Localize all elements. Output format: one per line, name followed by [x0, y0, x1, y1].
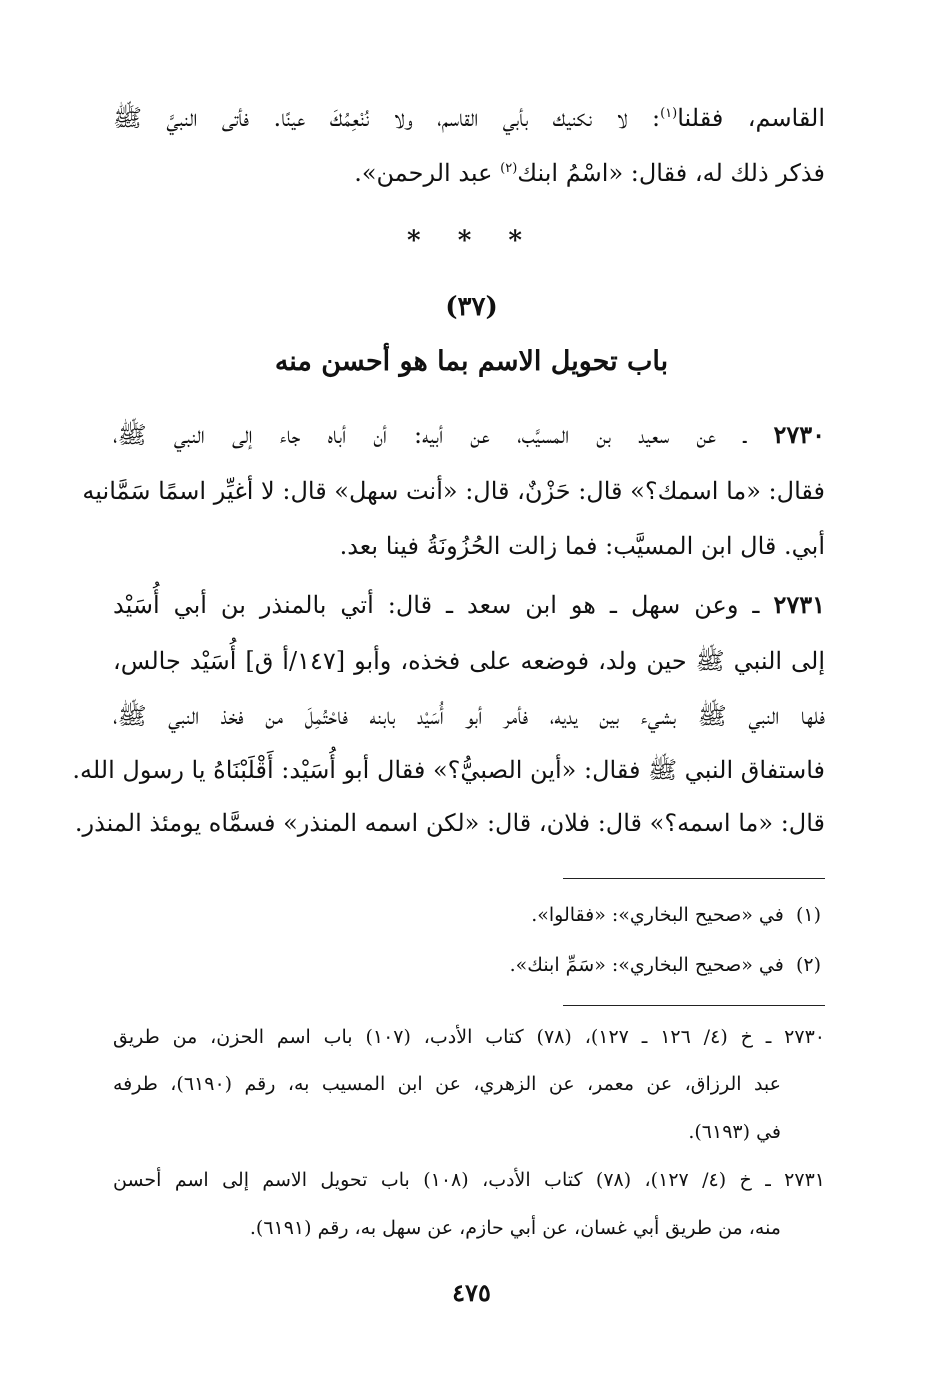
page-number: ٤٧٥ — [452, 1278, 491, 1307]
hadith-2730-line — [113, 420, 825, 450]
paragraph-line — [113, 158, 825, 188]
takhrij-divider — [563, 1005, 825, 1006]
section-separator: * * * — [407, 226, 536, 256]
takhrij-2730-line: في (٦١٩٣). — [688, 1121, 781, 1143]
hadith-2730-line: فقال: «ما اسمك؟» قال: حَزْنٌ، قال: «أنت سهل» قال: لا أغيِّر اسمًا سَمَّانيه — [82, 477, 825, 505]
footnote-2 — [109, 952, 821, 978]
footnote-ref-2[interactable]: (٢) — [500, 161, 518, 176]
chapter-number: (٣٧) — [445, 292, 498, 322]
footnote-text: في «صحيح البخاري»: «فقالوا». — [531, 904, 784, 926]
hadith-2731-line: قال: «ما اسمه؟» قال: فلان، قال: «لكن اسمه المنذر» فسمَّاه يومئذ المنذر. — [74, 809, 825, 837]
takhrij-2731-line: منه، من طريق أبي غسان، عن أبي حازم، عن سهل به، رقم (٦١٩١). — [249, 1217, 781, 1239]
takhrij-2730-line: ٢٧٣٠ ـ خ (٤/ ١٢٦ ـ ١٢٧)، (٧٨) كتاب الأدب، (١٠٧) باب اسم الحزن، من طريق — [113, 1026, 825, 1048]
footnote-1 — [109, 902, 821, 928]
takhrij-2731-line: ٢٧٣١ ـ خ (٤/ ١٢٧)، (٧٨) كتاب الأدب، (١٠٨) باب تحويل الاسم إلى اسم أحسن — [113, 1169, 825, 1191]
text-segment: القاسم، فقلنا — [677, 104, 825, 132]
footnote-ref-1[interactable]: (١) — [660, 106, 678, 121]
hadith-2731-line: فلها النبي ﷺ بشيء بين يديه، فأمر أبو أُسَيْد بابنه فاحْتُمِلَ من فخذ النبي ﷺ، — [113, 702, 825, 730]
text-segment: : لا نكنيك بأبي القاسم، ولا نُنْعِمُكَ عينًا. فأتى النبيَّ ﷺ — [113, 104, 661, 132]
hadith-2731-line: فاستفاق النبي ﷺ فقال: «أين الصبيُّ؟» فقال أبو أُسَيْد: أَقْلَبْنَاهُ يا رسول الله. — [72, 756, 825, 784]
hadith-number: ٢٧٣١ — [773, 590, 825, 619]
hadith-number: ٢٧٣٠ — [773, 420, 825, 449]
hadith-2731-line — [113, 590, 825, 620]
footnote-divider — [563, 878, 825, 879]
paragraph-line — [113, 103, 825, 133]
text-segment: ـ وعن سهل ـ هو ابن سعد ـ قال: أتي بالمنذر بن أبي أُسَيْد — [113, 591, 774, 619]
text-segment: عبد الرحمن». — [354, 159, 501, 187]
takhrij-2730-line: عبد الرزاق، عن معمر، عن الزهري، عن ابن المسيب به، رقم (٦١٩٠)، طرفه — [113, 1073, 781, 1095]
footnote-text: في «صحيح البخاري»: «سَمِّ ابنك». — [509, 954, 784, 976]
hadith-2731-line: إلى النبي ﷺ حين ولد، فوضعه على فخذه، وأبو [١٤٧/أ ق] أُسَيْد جالس، — [113, 647, 826, 675]
hadith-2730-line: أبي. قال ابن المسيَّب: فما زالت الحُزُونَةُ فينا بعد. — [339, 532, 825, 560]
footnote-marker: (١) — [795, 904, 821, 926]
footnote-marker: (٢) — [795, 954, 821, 976]
text-segment: فذكر ذلك له، فقال: «اسْمُ ابنك — [517, 159, 825, 187]
text-segment: ـ عن سعيد بن المسيَّب، عن أبيه: أن أباه جاء إلى النبي ﷺ، — [113, 421, 774, 449]
chapter-title: باب تحويل الاسم بما هو أحسن منه — [274, 346, 669, 377]
